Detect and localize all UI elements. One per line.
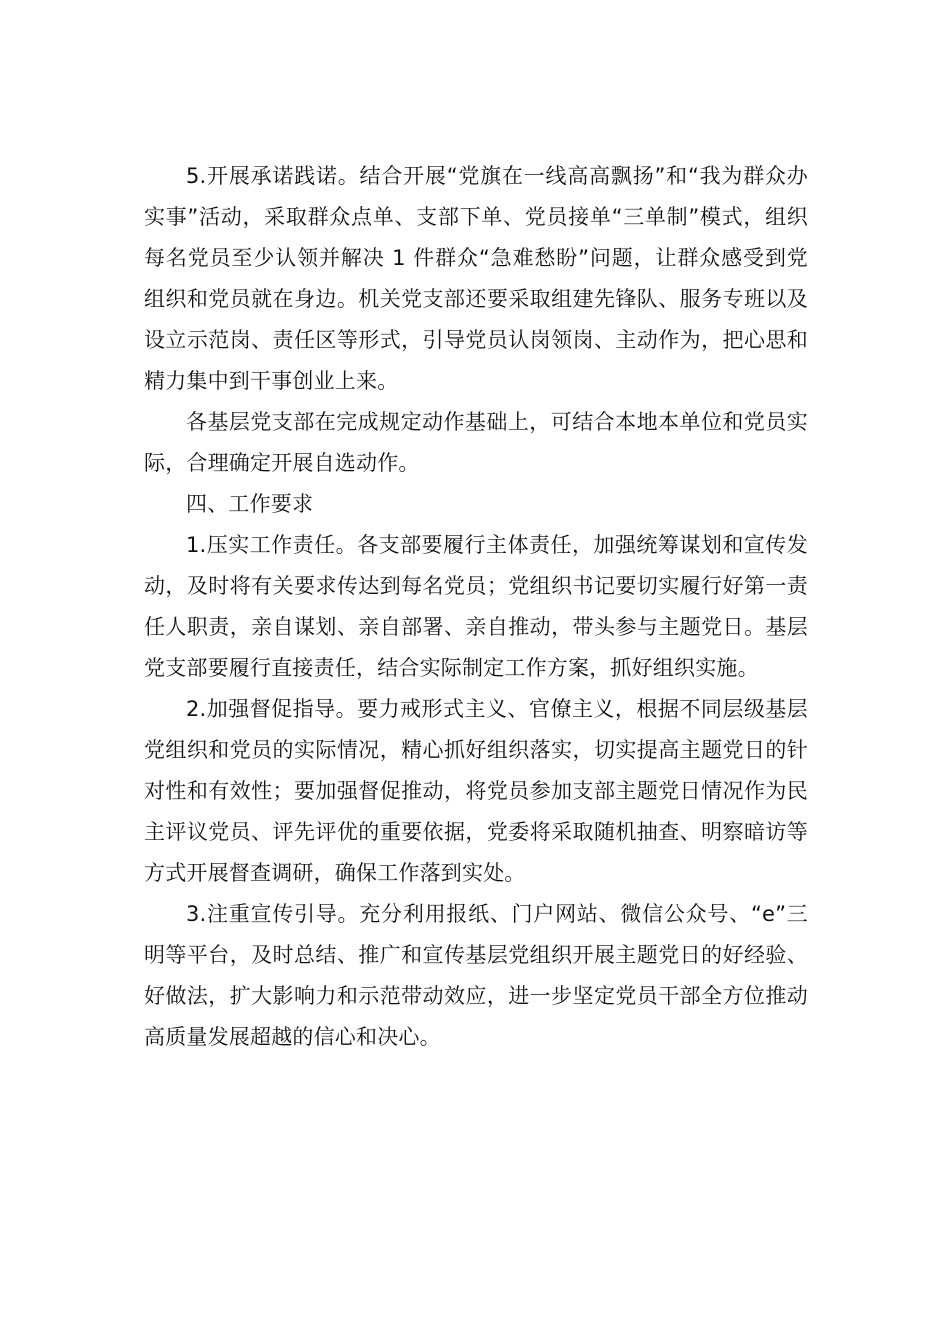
section-heading-work-requirements: 四、工作要求	[186, 492, 314, 516]
document-body	[144, 156, 808, 1058]
paragraph-optional-actions: 各基层党支部在完成规定动作基础上，可结合本地本单位和党员实际，合理确定开展自选动作。	[144, 410, 808, 475]
paragraph-responsibility: 1.压实工作责任。各支部要履行主体责任，加强统筹谋划和宣传发动，及时将有关要求传达到每名党员；党组织书记要切实履行好第一责任人职责，亲自谋划、亲自部署、亲自推动，带头参与主题党日。基层党支部要履行直接责任，结合实际制定工作方案，抓好组织实施。	[144, 533, 808, 680]
paragraph-commitment-practice: 5.开展承诺践诺。结合开展“党旗在一线高高飘扬”和“我为群众办实事”活动，采取群众点单、支部下单、党员接单“三单制”模式，组织每名党员至少认领并解决 1 件群众“急难愁盼”问题，让群众感受到党组织和党员就在身边。机关党支部还要采取组建先锋队、服务专班以及设立示范岗、责任区等形式，引导党员认岗领岗、主动作为，把心思和精力集中到干事创业上来。	[144, 164, 808, 393]
paragraph-supervision: 2.加强督促指导。要力戒形式主义、官僚主义，根据不同层级基层党组织和党员的实际情况，精心抓好组织落实，切实提高主题党日的针对性和有效性；要加强督促推动，将党员参加支部主题党日情况作为民主评议党员、评先评优的重要依据，党委将采取随机抽查、明察暗访等方式开展督查调研，确保工作落到实处。	[144, 697, 808, 885]
paragraph-publicity: 3.注重宣传引导。充分利用报纸、门户网站、微信公众号、“e”三明等平台，及时总结、推广和宣传基层党组织开展主题党日的好经验、好做法，扩大影响力和示范带动效应，进一步坚定党员干部全方位推动高质量发展超越的信心和决心。	[144, 902, 808, 1049]
